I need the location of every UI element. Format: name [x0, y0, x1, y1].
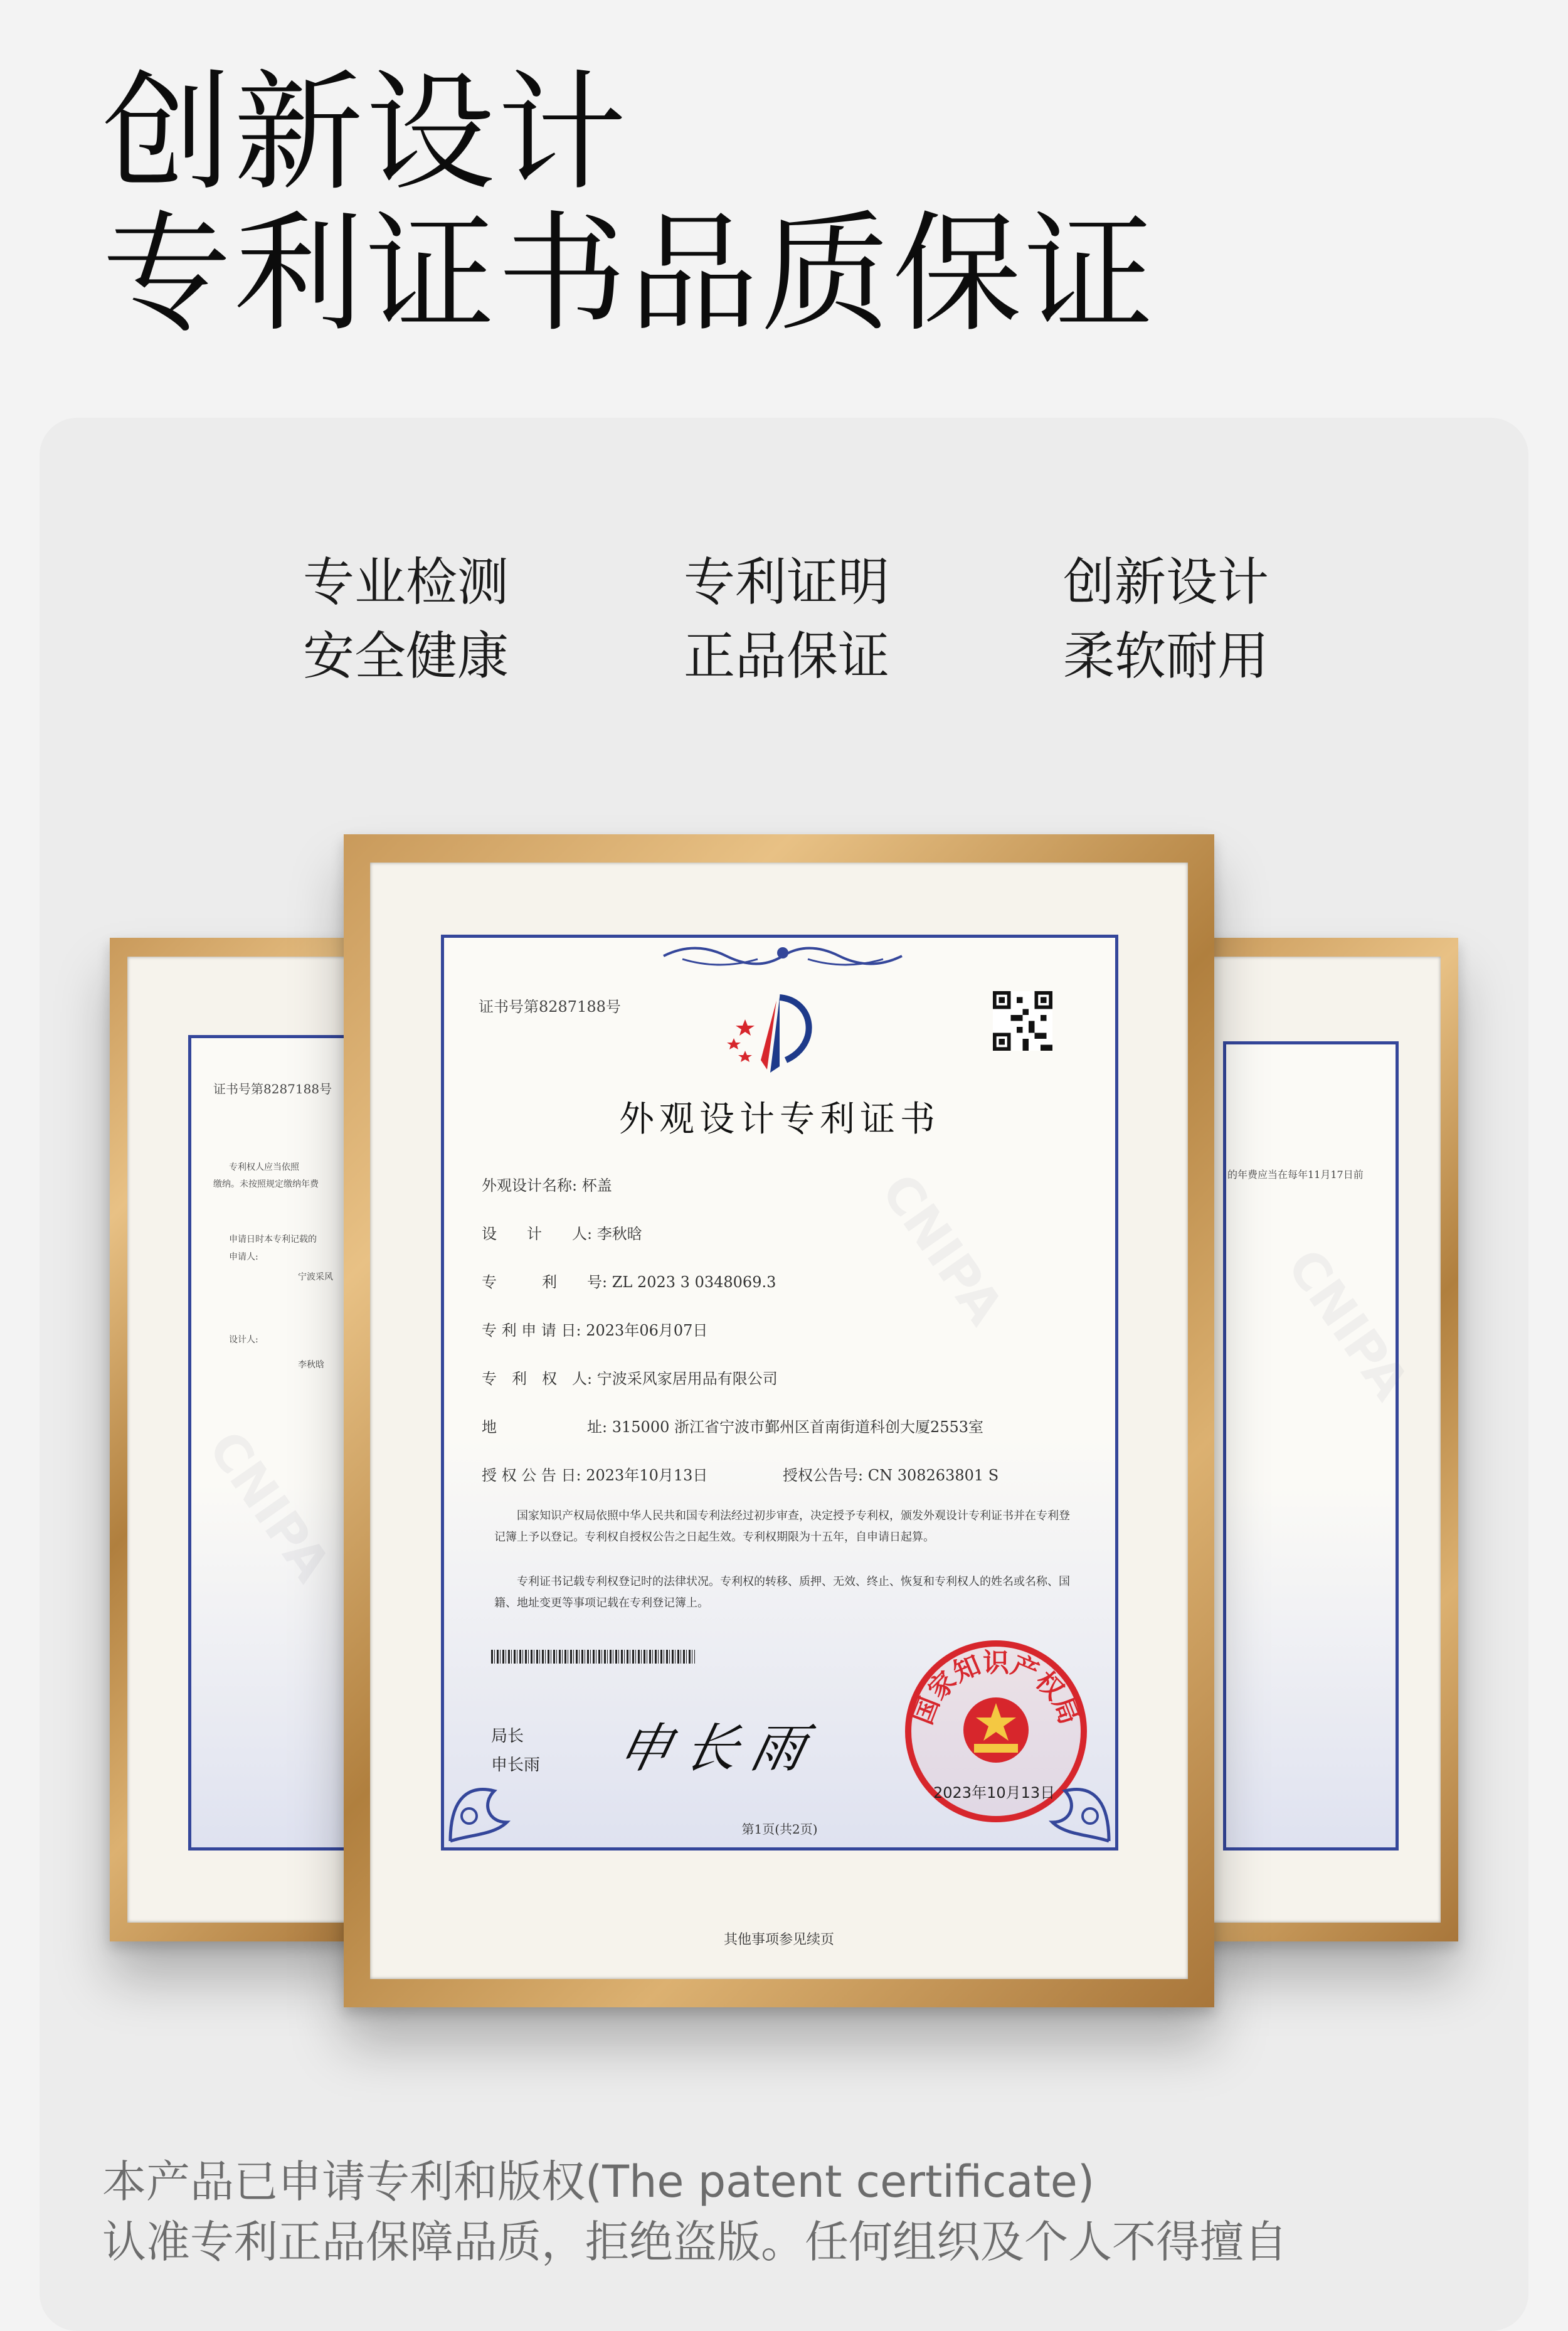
field-publication-number: [783, 1463, 999, 1485]
feature-patent-title: 专利证明: [684, 553, 890, 612]
qr-code-icon: [993, 991, 1052, 1051]
patent-notice-line-1: 本产品已申请专利和版权(The patent certificate): [102, 2156, 1095, 2207]
feature-patent: [684, 546, 889, 694]
field-value: CN 308263801 S: [867, 1467, 999, 1484]
field-value: 2023年10月13日: [586, 1467, 708, 1484]
field-value: 李秋晗: [596, 1225, 642, 1243]
top-ornament: [657, 940, 908, 972]
field-label: 专 利 申 请 日:: [482, 1322, 581, 1339]
field-value: 杯盖: [581, 1177, 612, 1194]
footer-note: 其他事项参见续页: [723, 1932, 834, 1948]
left-cert-line-3: 申请日时本专利记载的: [229, 1235, 317, 1245]
left-watermark: CNIPA: [197, 1420, 342, 1593]
signer-name: 申长雨: [491, 1756, 541, 1775]
certificate-body-1: 国家知识产权局依照中华人民共和国专利法经过初步审查，决定授予专利权，颁发外观设计专利证书并在专利登记簿上予以登记。专利权自授权公告之日起生效。专利权期限为十五年，自申请日起算。: [494, 1509, 1070, 1544]
field-value: 宁波采风家居用品有限公司: [596, 1370, 778, 1388]
feature-design-subtitle: 柔软耐用: [1063, 627, 1269, 686]
certificate-number: 证书号第8287188号: [479, 998, 621, 1016]
headline-line-1: 创新设计: [102, 58, 630, 208]
patent-notice: [102, 2152, 1288, 2272]
right-certificate-text: 的年费应当在每年11月17日前: [1227, 1169, 1364, 1181]
feature-testing-title: 专业检测: [303, 553, 509, 612]
left-cert-number: 证书号第8287188号: [213, 1081, 332, 1096]
feature-testing: [303, 546, 509, 694]
page-label: 第1页(共2页): [741, 1822, 818, 1837]
feature-patent-subtitle: 正品保证: [684, 627, 890, 686]
field-grant-date: [482, 1463, 707, 1485]
seal-text: 国家知识产权局: [907, 1647, 1085, 1729]
field-design-name: [482, 1173, 612, 1195]
right-certificate-document: [1223, 1041, 1421, 1850]
field-patent-number: [482, 1270, 776, 1292]
field-value: 2023年06月07日: [586, 1322, 708, 1339]
field-designer: [482, 1221, 642, 1243]
main-watermark: CNIPA: [870, 1163, 1015, 1335]
headline-line-2: 专利证书品质保证: [102, 199, 1157, 349]
field-label: 专 利 权 人:: [482, 1370, 593, 1388]
field-patentee: [482, 1366, 778, 1388]
certificate-body-2: 专利证书记载专利权登记时的法律状况。专利权的转移、质押、无效、终止、恢复和专利权人的姓名或名称、国籍、地址变更等事项记载在专利登记簿上。: [494, 1575, 1070, 1610]
main-certificate-frame: [344, 834, 1214, 2007]
field-value: 315000 浙江省宁波市鄞州区首南街道科创大厦2553室: [612, 1418, 984, 1436]
feature-design-title: 创新设计: [1063, 553, 1269, 612]
director-signature: 申长雨: [612, 1718, 825, 1779]
left-cert-line-1: 专利权人应当依照: [229, 1162, 299, 1172]
left-cert-line-7: 李秋晗: [298, 1360, 324, 1370]
left-certificate-frame: [110, 938, 383, 1941]
field-label: 外观设计名称:: [482, 1177, 578, 1194]
field-address: [482, 1415, 983, 1436]
left-cert-line-4: 申请人:: [229, 1252, 258, 1262]
field-label: 专 利 号:: [482, 1273, 608, 1291]
field-label: 授权公告号:: [783, 1467, 864, 1484]
headline: [102, 58, 1157, 349]
seal-date: 2023年10月13日: [933, 1784, 1056, 1802]
left-cert-line-6: 设计人:: [229, 1335, 258, 1345]
patent-notice-line-2: 认准专利正品保障品质，拒绝盗版。任何组织及个人不得擅自: [102, 2216, 1288, 2268]
signer-title: 局长: [491, 1727, 524, 1746]
field-label: 授 权 公 告 日:: [482, 1467, 581, 1484]
left-cert-line-5: 宁波采风: [298, 1272, 333, 1282]
field-application-date: [482, 1318, 707, 1340]
right-certificate-frame: [1185, 938, 1458, 1941]
feature-design: [1063, 546, 1269, 694]
field-label: 设 计 人:: [482, 1225, 593, 1243]
field-label: 地 址:: [482, 1418, 608, 1436]
left-certificate-document: [188, 1035, 370, 1850]
certificate-title: 外观设计专利证书: [619, 1099, 940, 1140]
barcode: [491, 1650, 695, 1664]
feature-testing-subtitle: 安全健康: [303, 627, 509, 686]
field-value: ZL 2023 3 0348069.3: [612, 1273, 776, 1291]
cnipa-logo-icon: [720, 994, 827, 1076]
main-certificate-document: [441, 935, 1118, 1850]
left-cert-line-2: 缴纳。未按照规定缴纳年费: [213, 1179, 319, 1189]
right-watermark: CNIPA: [1276, 1238, 1421, 1411]
